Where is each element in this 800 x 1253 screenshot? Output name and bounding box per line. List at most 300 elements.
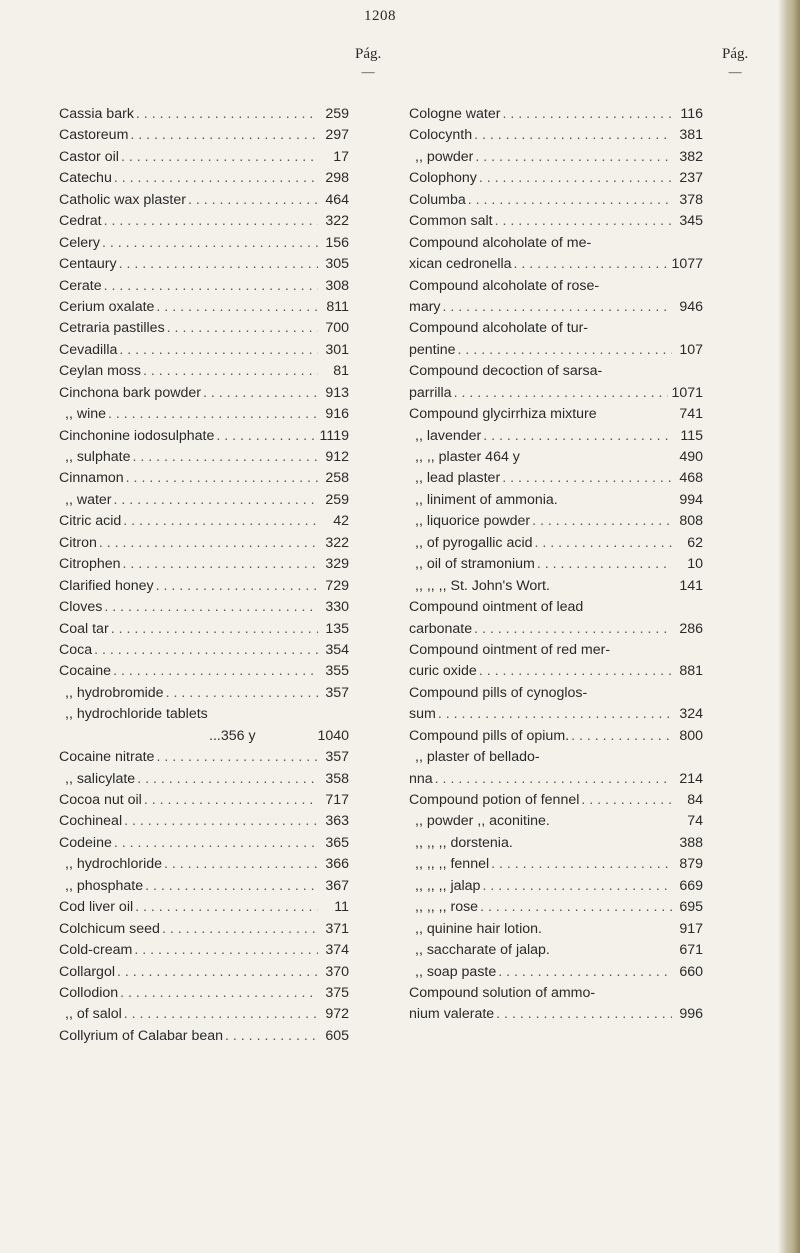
index-term: Collodion xyxy=(59,984,119,1001)
index-page-number: 354 xyxy=(325,641,349,658)
index-page-number: 879 xyxy=(679,856,703,873)
index-term: Compound ointment of red mer- xyxy=(409,641,611,658)
index-entry xyxy=(59,597,349,618)
index-entry xyxy=(59,833,349,854)
index-entry xyxy=(59,490,349,511)
dot-leader xyxy=(113,661,318,682)
index-term: Cologne water xyxy=(409,106,501,122)
index-entry xyxy=(409,619,703,640)
index-term: Ceylan moss xyxy=(59,363,142,380)
left-column-header-label: Pág. xyxy=(355,46,382,62)
index-term: ,, phosphate xyxy=(65,877,144,894)
index-term: Colophony xyxy=(409,170,477,187)
index-page-number: 913 xyxy=(325,384,349,401)
index-entry xyxy=(409,340,703,361)
dot-leader xyxy=(483,426,672,447)
index-term: Colchicum seed xyxy=(59,920,160,937)
dot-leader xyxy=(114,490,318,511)
index-entry xyxy=(409,426,703,447)
index-entry xyxy=(59,962,349,983)
index-term: Compound pills of cynoglos- xyxy=(409,684,588,701)
dot-leader xyxy=(137,769,318,790)
index-page-number: 881 xyxy=(679,663,703,680)
index-page-number: 972 xyxy=(325,1006,349,1023)
right-column-header-dash: — xyxy=(728,64,742,79)
index-entry xyxy=(409,447,703,468)
index-entry xyxy=(409,704,703,725)
index-entry xyxy=(59,619,349,640)
dot-leader xyxy=(468,190,672,211)
index-term: ,, ,, ,, St. John's Wort. xyxy=(415,577,550,594)
index-term: Cetraria pastilles xyxy=(59,320,165,337)
index-term: Centaury xyxy=(59,256,117,273)
index-entry xyxy=(59,769,349,790)
index-page-number: 62 xyxy=(687,534,703,551)
index-page-number: 259 xyxy=(325,106,349,122)
index-page-number: 808 xyxy=(679,513,703,530)
dot-leader xyxy=(166,683,318,704)
index-page-number: 1077 xyxy=(671,256,703,273)
index-page-number: 382 xyxy=(679,148,703,165)
index-term: Cold-cream xyxy=(59,942,133,959)
dot-leader xyxy=(121,147,318,168)
index-entry xyxy=(409,404,703,425)
index-page-number: 912 xyxy=(325,449,349,465)
index-entry xyxy=(59,511,349,532)
index-entry xyxy=(59,1026,349,1047)
index-page-number: 259 xyxy=(325,491,349,508)
index-page-number: 371 xyxy=(325,920,349,937)
index-page-number: 464 xyxy=(325,191,349,208)
index-term: Clarified honey xyxy=(59,577,154,594)
dot-leader xyxy=(480,897,672,918)
dot-leader xyxy=(120,983,318,1004)
right-column-header xyxy=(722,46,748,79)
index-page-number: 237 xyxy=(679,170,703,187)
index-term: ,, ,, ,, dorstenia. xyxy=(415,834,513,851)
index-page-number: 800 xyxy=(679,727,703,744)
dot-leader xyxy=(119,340,318,361)
index-term: Celery xyxy=(59,234,100,251)
index-page-number: 378 xyxy=(679,191,703,208)
dot-leader xyxy=(126,468,318,489)
index-term: ,, ,, ,, fennel xyxy=(415,856,490,873)
index-term: Compound solution of ammo- xyxy=(409,984,596,1001)
index-term: Cloves xyxy=(59,599,103,616)
dot-leader xyxy=(102,233,318,254)
index-term: Compound alcoholate of me- xyxy=(409,234,592,251)
dot-leader xyxy=(491,854,672,875)
index-term: Catechu xyxy=(59,170,112,187)
index-page-number: 84 xyxy=(687,792,703,808)
index-page-number: 286 xyxy=(679,620,703,637)
index-page-number: 322 xyxy=(325,213,349,230)
index-entry xyxy=(409,576,703,597)
index-term: Cod liver oil xyxy=(59,899,134,916)
index-page-number: 116 xyxy=(680,106,703,122)
index-entry xyxy=(409,318,703,339)
index-page-number: 42 xyxy=(333,513,349,530)
index-term: Compound decoction of sarsa- xyxy=(409,363,603,380)
index-page-number: 308 xyxy=(325,277,349,294)
index-page-number: 107 xyxy=(679,341,703,358)
index-term: Citron xyxy=(59,534,97,551)
index-term: nium valerate xyxy=(409,1006,495,1023)
index-page-number: 141 xyxy=(679,577,703,594)
index-term: ,, wine xyxy=(65,406,107,423)
index-entry xyxy=(59,811,349,832)
index-term: ,, hydrochloride tablets xyxy=(65,706,208,723)
dot-leader xyxy=(111,619,318,640)
dot-leader xyxy=(479,168,672,189)
left-column-header-dash: — xyxy=(361,64,375,79)
index-term: Collyrium of Calabar bean xyxy=(59,1027,224,1044)
index-entry xyxy=(409,554,703,575)
index-page-number: 695 xyxy=(679,899,703,916)
index-page-number: 1119 xyxy=(319,427,349,444)
index-page-number: 156 xyxy=(325,234,349,251)
index-entry xyxy=(409,533,703,554)
index-entry xyxy=(59,747,349,768)
dot-leader xyxy=(188,190,318,211)
index-entry xyxy=(409,383,703,404)
index-entry xyxy=(59,640,349,661)
index-term: Cerate xyxy=(59,277,102,294)
index-term: ,, powder xyxy=(415,148,474,165)
dot-leader xyxy=(475,147,672,168)
index-entry xyxy=(59,104,349,125)
index-entry xyxy=(59,876,349,897)
dot-leader xyxy=(495,211,672,232)
dot-leader xyxy=(144,790,318,811)
dot-leader xyxy=(132,447,318,468)
dot-leader xyxy=(458,340,672,361)
index-term: ,, of pyrogallic acid xyxy=(415,534,533,551)
index-entry xyxy=(409,661,703,682)
index-page-number: 345 xyxy=(679,213,703,230)
dot-leader xyxy=(535,533,673,554)
dot-leader xyxy=(134,940,318,961)
index-term: ,, water xyxy=(65,491,112,508)
index-term: ,, oil of stramonium xyxy=(415,556,535,573)
index-term: Codeine xyxy=(59,834,112,851)
index-entry xyxy=(59,704,349,725)
dot-leader xyxy=(482,876,672,897)
left-column-header xyxy=(355,46,381,79)
dot-leader xyxy=(443,297,672,318)
dot-leader xyxy=(581,790,672,811)
index-entry xyxy=(409,276,703,297)
index-page-number: 10 xyxy=(687,556,703,573)
index-entry xyxy=(409,125,703,146)
index-entry xyxy=(59,940,349,961)
index-entry xyxy=(59,554,349,575)
dot-leader xyxy=(124,1004,318,1025)
index-term: Castor oil xyxy=(59,148,119,165)
index-page-number: 324 xyxy=(679,706,703,723)
index-entry xyxy=(409,254,703,275)
dot-leader xyxy=(94,640,318,661)
index-page-number: 375 xyxy=(325,984,349,1001)
dot-leader xyxy=(167,318,318,339)
index-page-number: 363 xyxy=(325,813,349,830)
index-page-number: 115 xyxy=(680,427,703,444)
dot-leader xyxy=(123,511,318,532)
index-page-number: 355 xyxy=(325,663,349,680)
index-entry xyxy=(59,919,349,940)
index-term: Citric acid xyxy=(59,513,122,530)
index-term: Common salt xyxy=(409,213,493,230)
dot-leader xyxy=(143,361,318,382)
dot-leader xyxy=(474,619,672,640)
index-entry xyxy=(409,897,703,918)
index-term: sum xyxy=(409,706,436,723)
index-entry xyxy=(409,168,703,189)
dot-leader xyxy=(164,854,318,875)
index-entry xyxy=(59,661,349,682)
dot-leader xyxy=(474,125,672,146)
dot-leader xyxy=(503,104,673,125)
index-page-number: 994 xyxy=(679,491,703,508)
dot-leader xyxy=(216,426,316,447)
index-term: Colocynth xyxy=(409,127,473,144)
page-number: 1208 xyxy=(364,8,396,24)
index-page-number: 729 xyxy=(325,577,349,594)
index-term: mary xyxy=(409,298,441,315)
index-term: Cinnamon xyxy=(59,470,124,487)
index-entry xyxy=(59,254,349,275)
index-entry xyxy=(409,854,703,875)
dot-leader xyxy=(162,919,318,940)
index-entry xyxy=(59,576,349,597)
index-entry xyxy=(409,297,703,318)
index-page-number: 996 xyxy=(679,1006,703,1023)
dot-leader xyxy=(156,297,318,318)
dot-leader xyxy=(203,383,318,404)
index-page-number: 330 xyxy=(325,599,349,616)
index-term: ,, lead plaster xyxy=(415,470,501,487)
index-page-number: 811 xyxy=(326,298,349,315)
index-entry xyxy=(409,962,703,983)
index-page-number: 81 xyxy=(333,363,349,380)
index-entry xyxy=(59,983,349,1004)
index-entry xyxy=(409,919,703,940)
index-term: Coca xyxy=(59,641,93,658)
index-entry xyxy=(409,769,703,790)
index-entry xyxy=(59,404,349,425)
index-term: Cocaine xyxy=(59,663,112,680)
dot-leader xyxy=(514,254,669,275)
index-entry xyxy=(59,276,349,297)
index-entry xyxy=(59,297,349,318)
index-term: Cassia bark xyxy=(59,106,134,122)
index-term: Collargol xyxy=(59,963,115,980)
index-term: xican cedronella xyxy=(409,256,512,273)
index-term: Cinchonine iodosulphate xyxy=(59,427,215,444)
dot-leader xyxy=(571,726,672,747)
index-entry xyxy=(59,683,349,704)
index-entry xyxy=(59,726,349,747)
index-term: Compound potion of fennel xyxy=(409,792,580,808)
dot-leader xyxy=(145,876,318,897)
dot-leader xyxy=(225,1026,318,1047)
dot-leader xyxy=(114,168,318,189)
dot-leader xyxy=(454,383,669,404)
index-entry xyxy=(59,854,349,875)
index-entry xyxy=(409,233,703,254)
dot-leader xyxy=(435,769,672,790)
index-entry xyxy=(59,147,349,168)
index-entry xyxy=(409,790,703,811)
index-term: Castoreum xyxy=(59,127,129,144)
index-page-number: 741 xyxy=(679,406,703,423)
index-entry xyxy=(59,447,349,468)
index-entry xyxy=(59,383,349,404)
dot-leader xyxy=(537,554,672,575)
index-entry xyxy=(59,468,349,489)
index-page-number: 135 xyxy=(325,620,349,637)
index-term: ...356 y xyxy=(209,727,256,744)
index-term: ,, hydrochloride xyxy=(65,856,162,873)
dot-leader xyxy=(156,747,318,768)
index-page-number: 370 xyxy=(325,963,349,980)
index-page-number: 357 xyxy=(325,749,349,766)
index-page-number: 11 xyxy=(334,899,349,916)
dot-leader xyxy=(532,511,672,532)
index-entry xyxy=(409,747,703,768)
index-term: Compound alcoholate of tur- xyxy=(409,320,589,337)
index-page-number: 305 xyxy=(325,256,349,273)
index-entry xyxy=(409,468,703,489)
index-term: Columba xyxy=(409,191,466,208)
dot-leader xyxy=(114,833,318,854)
index-page-number: 946 xyxy=(679,298,703,315)
index-page-number: 329 xyxy=(325,556,349,573)
index-entry xyxy=(409,361,703,382)
index-page-number: 301 xyxy=(325,341,349,358)
index-page-number: 357 xyxy=(325,684,349,701)
index-page-number: 1040 xyxy=(317,727,349,744)
index-page-number: 322 xyxy=(325,534,349,551)
dot-leader xyxy=(498,962,672,983)
index-term: ,, sulphate xyxy=(65,449,131,465)
index-term: ,, powder ,, aconitine. xyxy=(415,813,550,830)
dot-leader xyxy=(123,554,318,575)
page-binding-edge xyxy=(778,0,800,1253)
index-entry xyxy=(409,104,703,125)
dot-leader xyxy=(130,125,318,146)
index-term: ,, hydrobromide xyxy=(65,684,164,701)
index-entry xyxy=(409,983,703,1004)
index-term: carbonate xyxy=(409,620,473,637)
index-term: Compound alcoholate of rose- xyxy=(409,277,600,294)
index-page-number: 669 xyxy=(679,877,703,894)
dot-leader xyxy=(104,597,318,618)
index-entry xyxy=(59,190,349,211)
index-entry xyxy=(59,361,349,382)
dot-leader xyxy=(438,704,672,725)
index-term: Compound glycirrhiza mixture xyxy=(409,406,597,423)
index-term: Cocaine nitrate xyxy=(59,749,155,766)
index-entry xyxy=(409,726,703,747)
index-entry xyxy=(409,683,703,704)
index-entry xyxy=(59,790,349,811)
index-entry xyxy=(409,190,703,211)
dot-leader xyxy=(99,533,318,554)
index-entry xyxy=(409,1004,703,1025)
index-page-number: 1071 xyxy=(671,384,703,401)
index-page-number: 374 xyxy=(325,942,349,959)
index-term: Cerium oxalate xyxy=(59,298,155,315)
index-term: ,, ,, plaster 464 y xyxy=(415,449,520,465)
index-term: ,, liquorice powder xyxy=(415,513,531,530)
dot-leader xyxy=(135,897,318,918)
right-column-header-label: Pág. xyxy=(722,46,749,62)
index-entry xyxy=(409,147,703,168)
dot-leader xyxy=(502,468,672,489)
index-entry xyxy=(59,233,349,254)
dot-leader xyxy=(104,276,318,297)
index-entry xyxy=(59,1004,349,1025)
dot-leader xyxy=(136,104,318,125)
index-page-number: 468 xyxy=(679,470,703,487)
index-entry xyxy=(409,876,703,897)
dot-leader xyxy=(156,576,318,597)
index-page-number: 17 xyxy=(333,148,349,165)
index-entry xyxy=(59,426,349,447)
index-page-number: 605 xyxy=(325,1027,349,1044)
index-term: Cochineal xyxy=(59,813,123,830)
dot-leader xyxy=(104,211,318,232)
index-term: ,, ,, ,, jalap xyxy=(415,877,481,894)
index-entry xyxy=(59,533,349,554)
index-term: pentine xyxy=(409,341,456,358)
index-term: ,, soap paste xyxy=(415,963,497,980)
index-page-number: 388 xyxy=(679,834,703,851)
index-term: Cedrat xyxy=(59,213,102,230)
dot-leader xyxy=(479,661,672,682)
index-page-number: 917 xyxy=(679,920,703,937)
index-page-number: 74 xyxy=(687,813,703,830)
dot-leader xyxy=(108,404,318,425)
index-term: ,, lavender xyxy=(415,427,482,444)
index-entry xyxy=(409,640,703,661)
dot-leader xyxy=(496,1004,672,1025)
index-term: Cocoa nut oil xyxy=(59,792,142,808)
index-entry xyxy=(409,833,703,854)
index-term: Citrophen xyxy=(59,556,121,573)
index-page-number: 214 xyxy=(679,770,703,787)
index-term: Cinchona bark powder xyxy=(59,384,201,401)
index-entry xyxy=(59,340,349,361)
index-page-number: 671 xyxy=(679,942,703,959)
dot-leader xyxy=(117,962,318,983)
index-term: nna xyxy=(409,770,433,787)
index-term: ,, quinine hair lotion. xyxy=(415,920,542,937)
index-entry xyxy=(409,511,703,532)
index-term: ,, saccharate of jalap. xyxy=(415,942,550,959)
index-term: ,, of salol xyxy=(65,1006,122,1023)
index-entry xyxy=(59,125,349,146)
index-page-number: 367 xyxy=(325,877,349,894)
index-term: Coal tar xyxy=(59,620,109,637)
right-index-column xyxy=(409,104,703,1026)
index-page-number: 358 xyxy=(325,770,349,787)
index-page-number: 381 xyxy=(679,127,703,144)
index-term: Cevadilla xyxy=(59,341,118,358)
index-term: Compound pills of opium. xyxy=(409,727,570,744)
index-page-number: 258 xyxy=(325,470,349,487)
